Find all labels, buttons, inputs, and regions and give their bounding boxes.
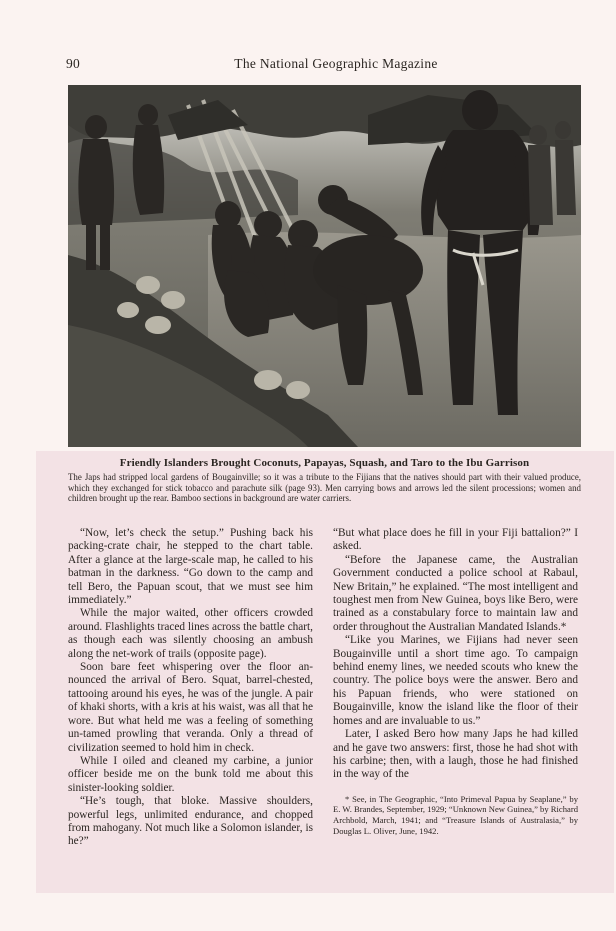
page-header xyxy=(66,56,586,76)
body-paragraph: “Like you Marines, we Fijians had never seen Bougainville until a short time ago. To campaign behind enemy lines, we needed scouts who knew the country. The police boys were the answer. Bero and his Papuan friends, who were stationed on Bougainville, know the island like the floor of their homes and are invaluable to us.” xyxy=(333,634,578,727)
body-paragraph: “Before the Japanese came, the Australian Government conducted a police school at Rabaul, New Britain,” he explained. “The most intelligent and toughest men from New Guinea, boys like Bero, were trained as a constabulary force to maintain law and order throughout the Australian Mandated Islands.* xyxy=(333,553,578,633)
body-paragraph: Soon bare feet whispering over the floor an-nounced the arrival of Bero. Squat, barrel-chested, tattooing around his eyes, he was of the jungle. A pair of khaki shorts, with a kris at his waist, was all that he wore. But what held me was a feeling of something un-tamed prowling that veranda. Only a thread of civilization seemed to hold him in check. xyxy=(68,661,313,754)
photo-caption-title: Friendly Islanders Brought Coconuts, Papayas, Squash, and Taro to the Ibu Garrison xyxy=(119,457,530,469)
photograph xyxy=(68,85,581,447)
right-text-column xyxy=(333,527,578,836)
body-paragraph: “He’s tough, that bloke. Massive shoulders, powerful legs, unlimited endurance, and chopped from mahogany. Not much like a Solomon islander, is he?” xyxy=(68,795,313,848)
page-number: 90 xyxy=(66,56,81,71)
body-paragraph: “Now, let’s check the setup.” Pushing back his packing-crate chair, he stepped to the chart table. After a glance at the large-scale map, he called to his batman in the darkness. “Go down to the camp and tell Bero, the Papuan scout, that we must see him immediately.” xyxy=(68,527,313,607)
footnote: * See, in The Geographic, “Into Primeval Papua by Seaplane,” by E. W. Brandes, September, 1929; “Unknown New Guinea,” by Richard Archbold, March, 1941; and “Treasure Islands of Australasia,” by Douglas L. Oliver, June, 1942. xyxy=(333,793,579,836)
body-paragraph: “But what place does he fill in your Fiji battalion?” I asked. xyxy=(333,527,578,553)
body-paragraph: While I oiled and cleaned my carbine, a junior officer beside me on the bunk told me about this sinister-looking soldier. xyxy=(68,754,313,794)
photo-caption-body: The Japs had stripped local gardens of Bougainville; so it was a tribute to the Fijians that the natives should part with their valued produce, which they exchanged for stick tobacco and parachute silk (page 93). Men carrying bows and arrows led the silent processions; women and children brought up the rear. Bamboo sections in background are water carriers. xyxy=(68,472,581,504)
magazine-title: The National Geographic Magazine xyxy=(234,56,438,71)
body-paragraph: While the major waited, other officers crowded around. Flashlights traced lines across the battle chart, as though each was silently choosing an ambush along the net-work of trails (opposite page). xyxy=(68,607,314,660)
body-paragraph: Later, I asked Bero how many Japs he had killed and he gave two answers: first, those he had shot with his carbine; then, with a laugh, those he had finished in the way of the xyxy=(333,728,578,781)
photograph-icon xyxy=(68,85,581,447)
left-text-column xyxy=(68,527,313,849)
